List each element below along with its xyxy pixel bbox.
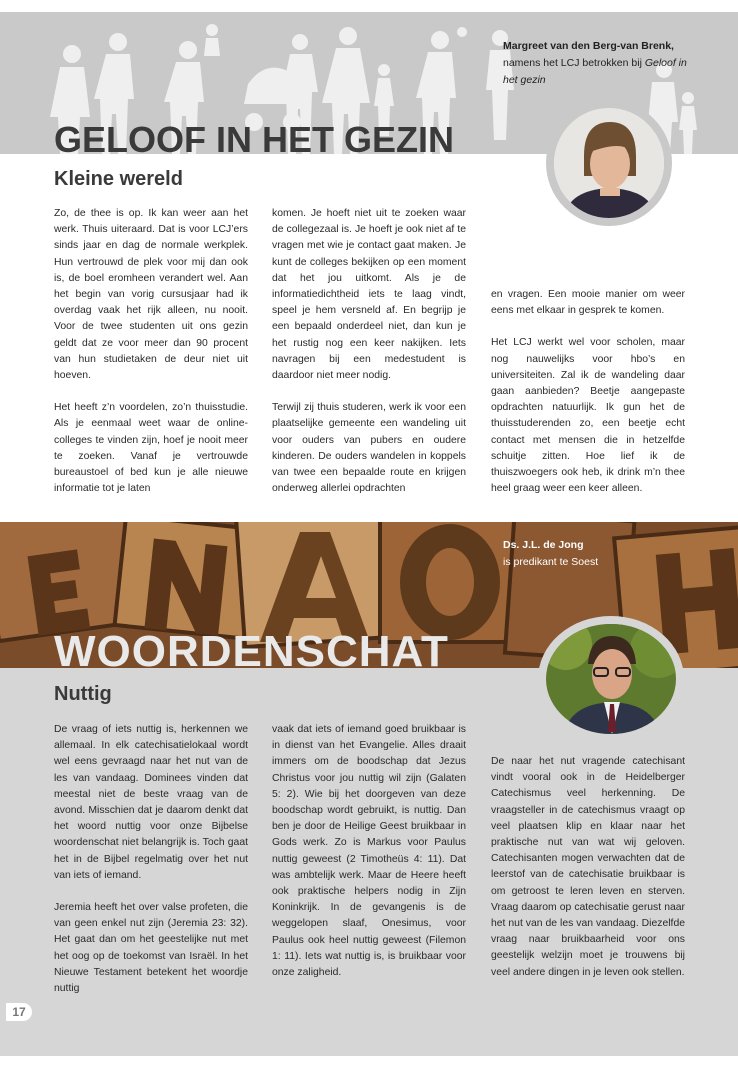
author-portrait: [546, 100, 672, 226]
author-name: Ds. J.L. de Jong: [503, 539, 584, 551]
text-column-1: [54, 206, 248, 513]
page-footer-strip: [0, 1056, 738, 1068]
author-portrait-image: [554, 108, 664, 218]
text-column-1: [54, 722, 248, 1013]
article-title: WOORDENSCHAT: [54, 627, 449, 676]
paragraph: De naar het nut vragende catechisant vindt vooral ook in de Heidelberger Catechismus veel herkenning. De vraagsteller in de catechismus vraagt op veel plaatsen klip en klaar naar het praktische nut van wat wij geloven. Catechisanten mogen verwachten dat de leerstof van de catechisatie bruikbaar is om getroost te leren leven en sterven. Vraag daarom op catechisatie gerust naar het nut van de les van vandaag. Diezelfde vraag naar bruikbaarheid voor ons geestelijk welzijn moet je trouwens bij veel andere dingen in je leven ook stellen.: [491, 756, 685, 978]
text-column-2: [272, 206, 466, 513]
paragraph: komen. Je hoeft niet uit te zoeken waar de collegezaal is. Je hoeft je ook niet af te vragen met wie je contact gaat maken. Je kunt de colleges bekijken op een moment dat het jou uitkomt. Als je de informatiedichtheid iets te laag vindt, speel je hem versneld af. En begrijp je een bepaald onderdeel niet, dan kun je het rustig nog een keer nakijken. Iets navragen bij een medestudent is daardoor niet meer nodig.: [272, 208, 466, 382]
author-role: is predikant te Soest: [503, 556, 599, 568]
page-number: 17: [6, 1003, 32, 1021]
article-subtitle: Kleine wereld: [54, 168, 183, 190]
paragraph: vaak dat iets of iemand goed bruikbaar is in dienst van het Evangelie. Alles draait immers om de boodschap dat Jezus Christus voor jou nuttig wil zijn (Galaten 5: 2). Wie bij het doorgeven van deze boodschap wordt gebruikt, is nuttig. Dan ben je door de Heilige Geest bruikbaar in Gods werk. Zo is Markus voor Paulus nuttig geweest (2 Timotheüs 4: 11). Dat was ambtelijk werk. Maar de Heere heeft ook praktische helpers nodig in Zijn Koninkrijk. In de gevangenis is de weggelopen slaaf, Onesimus, voor Paulus ook heel nuttig geweest (Filemon 1: 11). Iets wat nuttig is, is bruikbaar voor onze zaligheid.: [272, 724, 466, 979]
paragraph: Terwijl zij thuis studeren, werk ik voor een plaatselijke gemeente een wandeling uit voor ouders van pubers en oudere kinderen. De ouders wandelen in koppels van twee een bepaalde route en krijgen onderweg allerlei opdrachten: [272, 402, 466, 495]
text-column-3: [491, 287, 685, 513]
paragraph: Jeremia heeft het over valse profeten, die van geen enkel nut zijn (Jeremia 23: 32). Het gaat dan om het geestelijke nut met het oog op de toekomst van Israël. In het Nieuwe Testament betekent het woordje nuttig: [54, 902, 248, 995]
paragraph: Zo, de thee is op. Ik kan weer aan het werk. Thuis uiteraard. Dat is voor LCJ’ers sinds jaar en dag de normale werkplek. Hun vertrouwd de plek voor mij dan ook is, de boel eromheen verandert wel. Aan het begin van vorig cursusjaar had ik overdag vaak het rijk alleen, nu nooit. Voor de twee studenten uit ons gezin geldt dat ze voor meer dan 90 procent van hun studietaken de deur niet uit hoeven.: [54, 208, 248, 382]
paragraph: en vragen. Een mooie manier om weer eens met elkaar in gesprek te komen.: [491, 289, 685, 317]
article-title: GELOOF IN HET GEZIN: [54, 119, 455, 160]
author-byline: [503, 537, 703, 571]
text-column-2: [272, 722, 466, 997]
text-column-3: [491, 754, 685, 997]
author-byline: [503, 38, 703, 89]
author-role: namens het LCJ betrokken bij: [503, 57, 645, 69]
author-name: Margreet van den Berg-van Brenk,: [503, 40, 674, 52]
paragraph: De vraag of iets nuttig is, herkennen we allemaal. In elk catechisatielokaal wordt wel eens gevraagd naar het nut van de les van vandaag. Dominees vinden dat meestal niet de beste vraag van de avond. Misschien dat je daarom denkt dat het woord nuttig voor onze Bijbelse woordenschat niet belangrijk is. Toch gaat het in de Bijbel regelmatig over het nut van iets of iemand.: [54, 724, 248, 881]
article-subtitle: Nuttig: [54, 683, 112, 705]
paragraph: Het LCJ werkt wel voor scholen, maar nog nauwelijks voor hbo’s en universiteiten. Zal ik de wandeling daar gaan aanbieden? Beetje aangepaste opdrachten natuurlijk. Ik gun het de thuisstuderenden zo, een beetje echt contact met mensen die in hetzelfde schuitje zitten. Hoe lief ik de thuiszwoegers ook heb, ik drink m’n thee heel graag weer een keer alleen.: [491, 337, 685, 495]
author-portrait: [538, 616, 684, 742]
author-portrait-image: [546, 624, 676, 734]
author-role-italic: Geloof in het gezin: [503, 57, 687, 86]
paragraph: Het heeft z’n voordelen, zo’n thuisstudie. Als je eenmaal weet waar de online-colleges te vinden zijn, hoef je nooit meer te zoeken. Vanaf je vertrouwde bureaustoel of bed kun je alle nieuwe informatie tot je laten: [54, 402, 248, 495]
